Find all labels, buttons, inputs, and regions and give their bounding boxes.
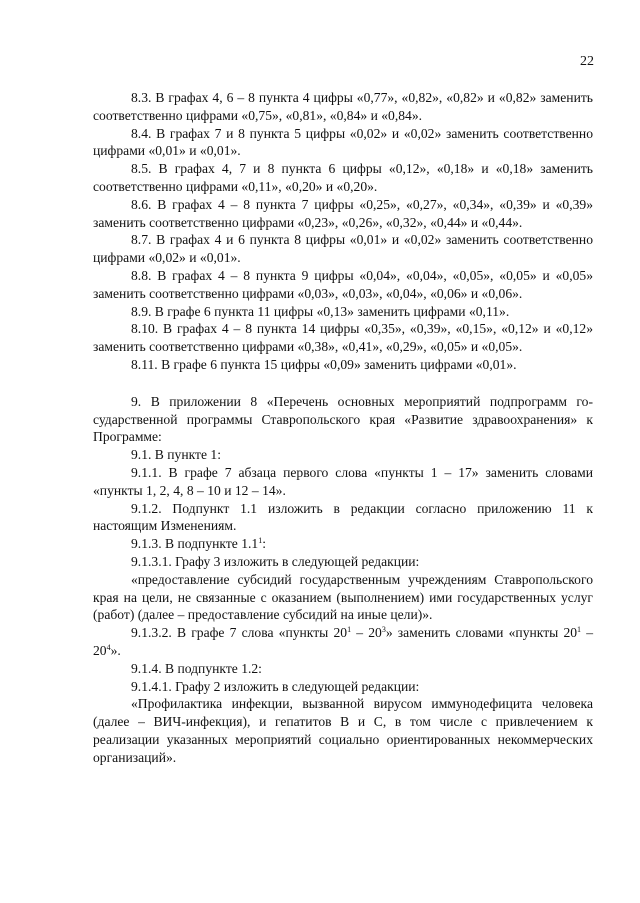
paragraph-8-5: 8.5. В графах 4, 7 и 8 пункта 6 цифры «0,12», «0,18» и «0,18» заменить соответственно цифрами «0,11», «0,20» и «0,20». (93, 161, 593, 194)
superscript: 1 (577, 625, 582, 635)
paragraph-8-6: 8.6. В графах 4 – 8 пункта 7 цифры «0,25», «0,27», «0,34», «0,39» и «0,39» заменить соответственно цифрами «0,23», «0,26», «0,32», «0,44» и «0,44». (93, 196, 593, 230)
paragraph-8-10: 8.10. В графах 4 – 8 пункта 14 цифры «0,35», «0,39», «0,15», «0,12» и «0,12» заменить соответственно цифрами «0,38», «0,41», «0,29», «0,05» и «0,05». (93, 321, 593, 355)
paragraph-9-1-1: 9.1.1. В графе 7 абзаца первого слова «пункты 1 – 17» заменить словами «пункты 1, 2, 4, 8 – 10 и 12 – 14». (93, 464, 593, 498)
paragraph-9-1-3 (93, 535, 593, 553)
paragraph-9-1-3-1: 9.1.3.1. Графу 3 изложить в следующей редакции: (131, 553, 420, 569)
paragraph-9-1-2: 9.1.2. Подпункт 1.1 изложить в редакции согласно приложению 11 к настоящим Изменениям. (93, 500, 593, 534)
paragraph-8-4: 8.4. В графах 7 и 8 пункта 5 цифры «0,02» и «0,02» заменить соответственно цифрами «0,01» и «0,01». (93, 125, 593, 159)
text-fragment: » заменить словами «пункты 20 (385, 625, 578, 641)
paragraph-8-7: 8.7. В графах 4 и 6 пункта 8 цифры «0,01» и «0,02» заменить соответственно цифрами «0,02» и «0,01». (93, 232, 593, 266)
paragraph-9-1-4-1: 9.1.4.1. Графу 2 изложить в следующей редакции: (131, 678, 420, 694)
paragraph-9-1: 9.1. В пункте 1: (131, 447, 221, 463)
paragraph-9-1-4: 9.1.4. В подпункте 1.2: (131, 660, 262, 676)
superscript: 1 (347, 625, 352, 635)
paragraph-8-3: 8.3. В графах 4, 6 – 8 пункта 4 цифры «0,77», «0,82», «0,82» и «0,82» заменить соответственно цифрами «0,75», «0,81», «0,84» и «0,84». (93, 90, 593, 123)
text-fragment: ». (110, 642, 121, 658)
text-fragment: – 20 (93, 625, 594, 658)
paragraph-9-1-3-tail: : (262, 536, 266, 552)
superscript: 3 (381, 625, 386, 635)
paragraph-9-1-4-1-quote: «Профилактика инфекции, вызванной вирусом иммунодефицита человека (далее – ВИЧ-инфекция), и гепатитов В и С, в том числе с привлечением к реализации указанных мероприятий социально ориентированных некоммерческих организаций». (93, 696, 593, 765)
text-fragment: – 20 (351, 625, 382, 641)
text-fragment: 9.1.3.2. В графе 7 слова «пункты 20 (131, 625, 348, 641)
paragraph-8-11: 8.11. В графе 6 пункта 15 цифры «0,09» заменить цифрами «0,01». (131, 356, 517, 372)
paragraph-9-1-3-2 (93, 624, 593, 660)
paragraph-9: 9. В приложении 8 «Перечень основных мероприятий подпрограмм государственной программы Ставропольского края «Развитие здравоохранения» к Программе: (93, 393, 593, 445)
paragraph-9-1-3-text: 9.1.3. В подпункте 1.1 (131, 536, 259, 552)
superscript: 4 (106, 642, 111, 652)
document-body (93, 89, 593, 766)
page-number: 22 (580, 54, 594, 69)
superscript: 1 (258, 536, 263, 546)
paragraph-8-8: 8.8. В графах 4 – 8 пункта 9 цифры «0,04», «0,04», «0,05», «0,05» и «0,05» заменить соответственно цифрами «0,03», «0,03», «0,04», «0,06» и «0,06». (93, 267, 593, 301)
paragraph-gap (93, 374, 593, 393)
paragraph-8-9: 8.9. В графе 6 пункта 11 цифры «0,13» заменить цифрами «0,11». (131, 303, 510, 319)
paragraph-9-1-3-1-quote: «предоставление субсидий государственным учреждениям Ставропольского края на цели, не связанные с оказанием (выполнением) ими государственных услуг (работ) (далее – предоставление субсидий на иные цели)». (93, 571, 593, 623)
